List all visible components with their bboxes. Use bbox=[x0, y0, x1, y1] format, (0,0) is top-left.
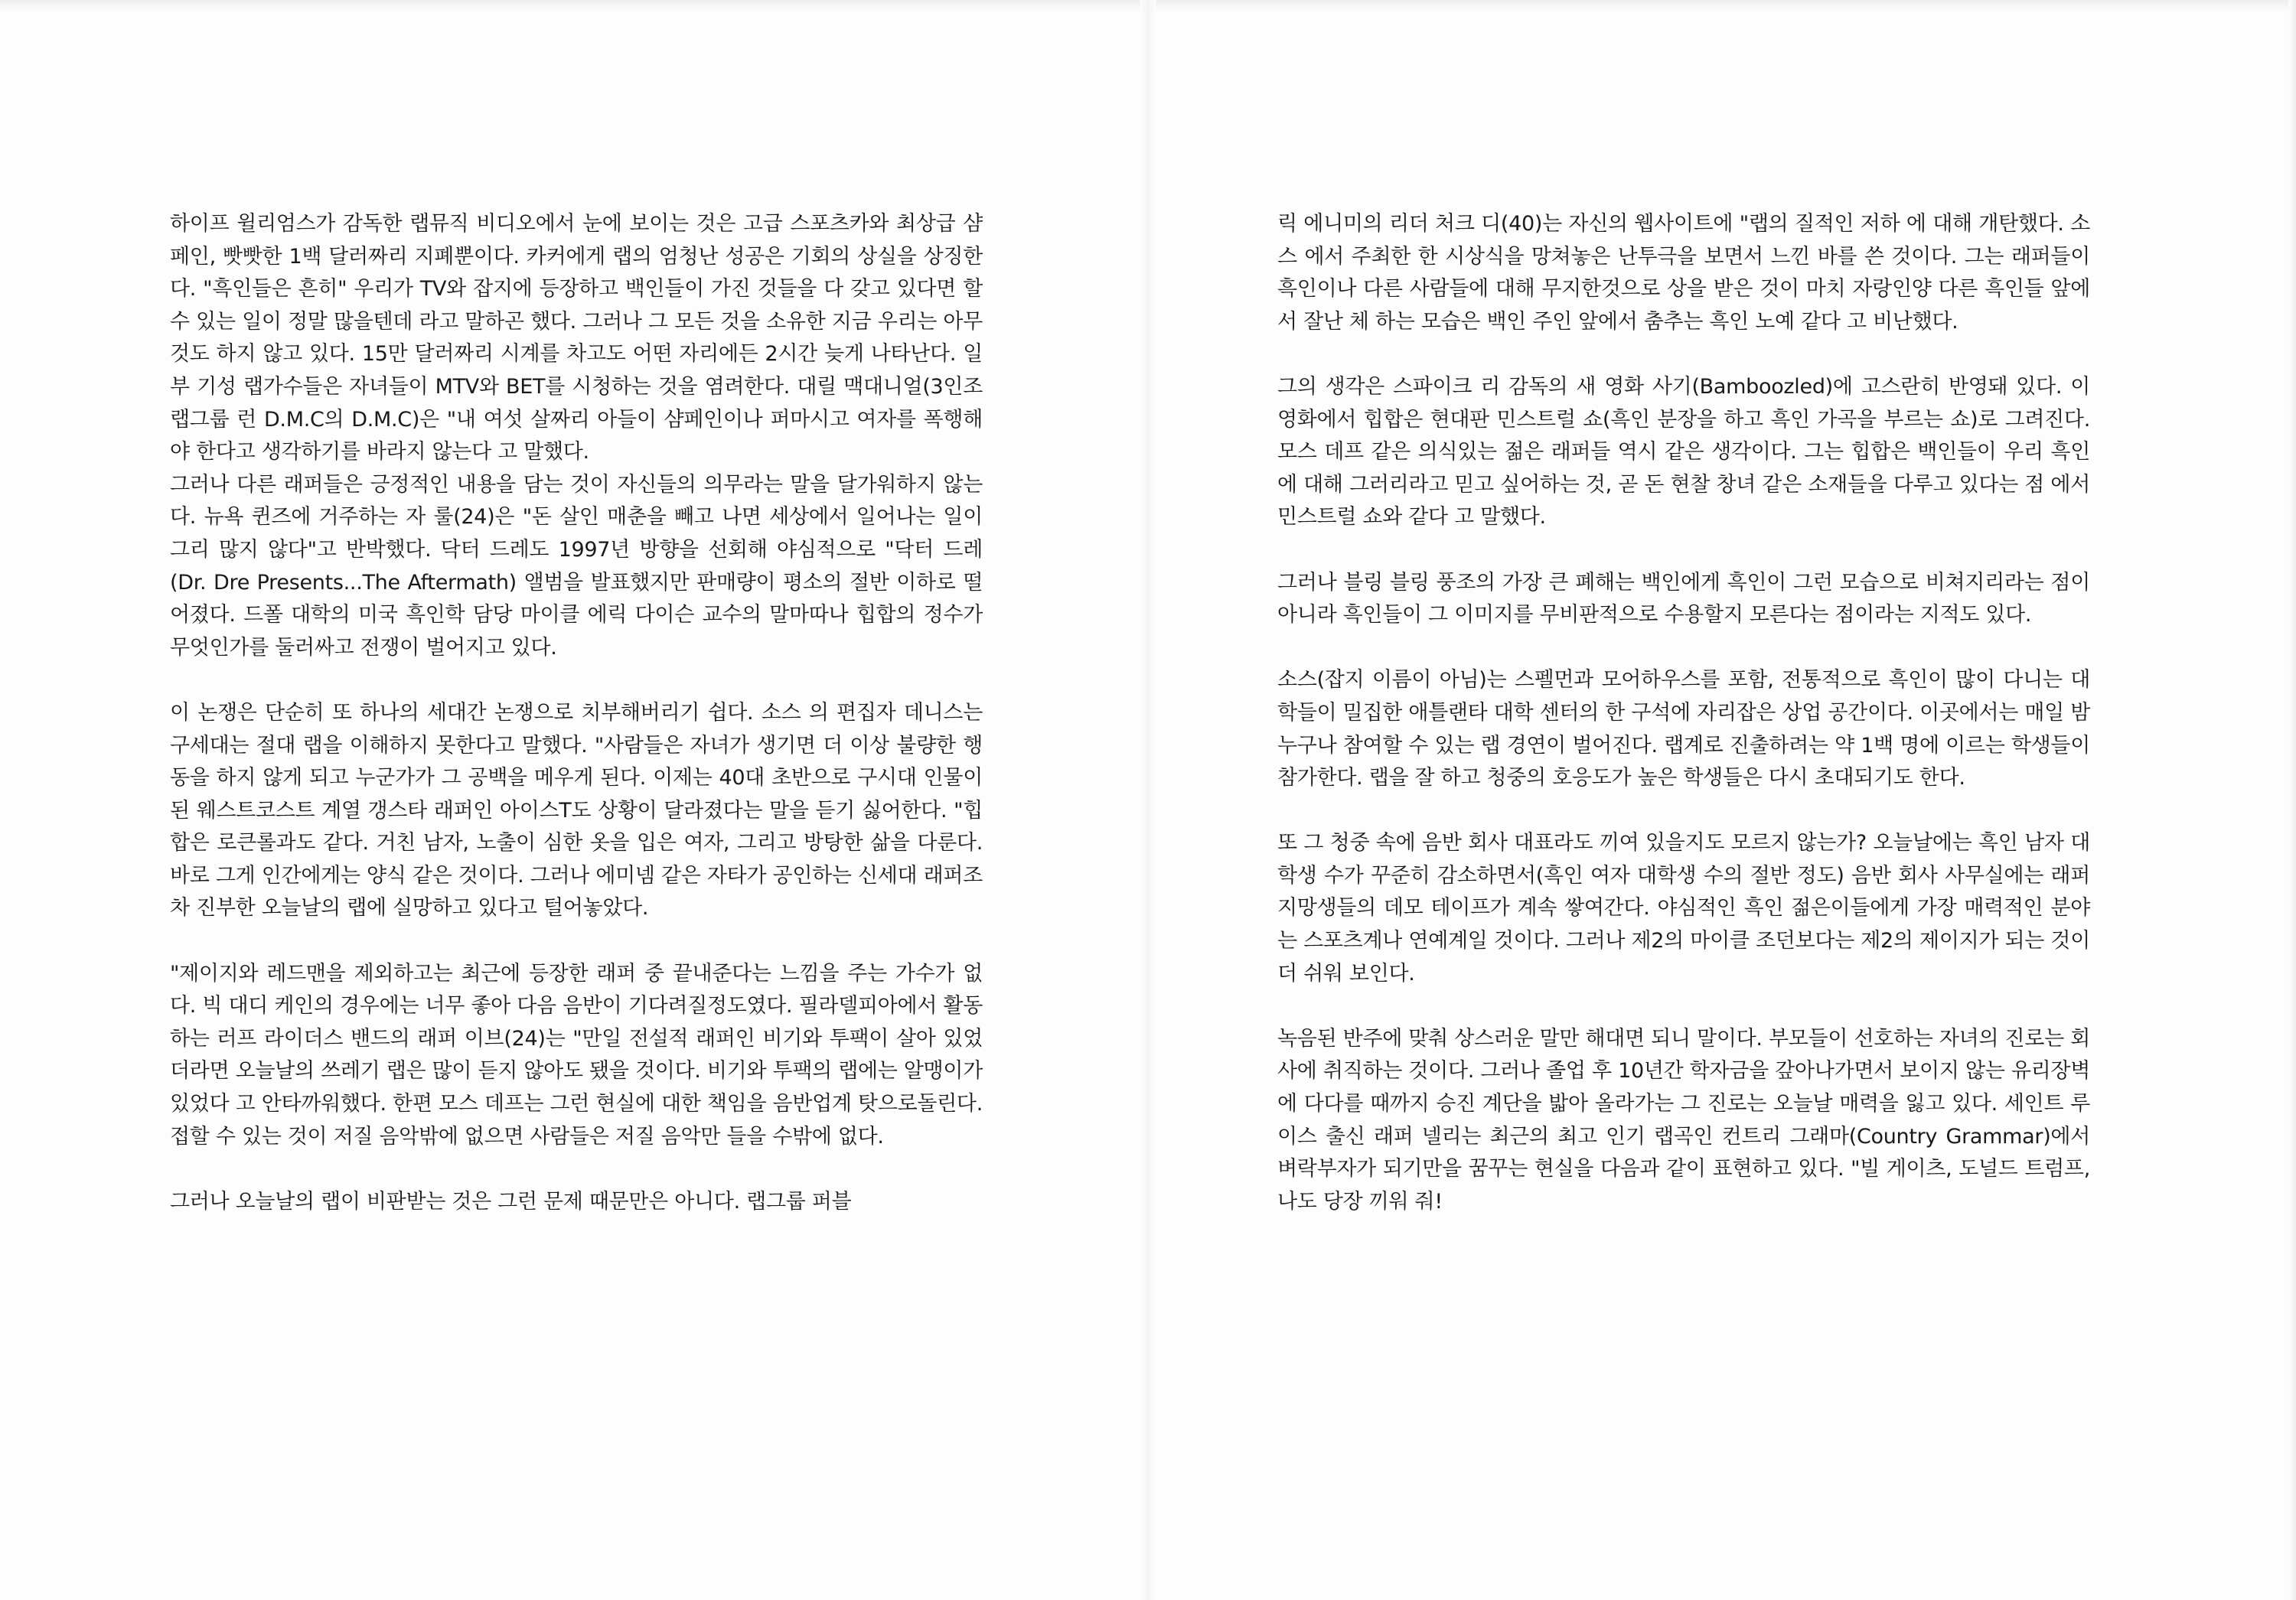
right-paragraph-4: 소스(잡지 이름이 아님)는 스펠먼과 모어하우스를 포함, 전통적으로 흑인이 많이 다니는 대학들이 밀집한 애틀랜타 대학 센터의 한 구석에 자리잡은 상업 공간이다. 이곳에서는 매일 밤 누구나 참여할 수 있는 랩 경연이 벌어진다. 랩계로 진출하려는 약 1백 명에 이르는 학생들이 참가한다. 랩을 잘 하고 청중의 호응도가 높은 학생들은 다시 초대되기도 한다. bbox=[1277, 668, 2090, 790]
left-paragraph-4: "제이지와 레드맨을 제외하고는 최근에 등장한 래퍼 중 끝내준다는 느낌을 주는 가수가 없다. 빅 대디 케인의 경우에는 너무 좋아 다음 음반이 기다려질정도였다. 필라델피아에서 활동하는 러프 라이더스 밴드의 래퍼 이브(24)는 "만일 전설적 래퍼인 비기와 투팩이 살아 있었더라면 오늘날의 쓰레기 랩은 많이 듣지 않아도 됐을 것이다. 비기와 투팩의 랩에는 알맹이가 있었다 고 안타까워했다. 한편 모스 데프는 그런 현실에 대한 책임을 음반업계 탓으로돌린다. 접할 수 있는 것이 저질 음악밖에 없으면 사람들은 저질 음악만 들을 수밖에 없다. bbox=[170, 961, 983, 1149]
page-gutter bbox=[1140, 0, 1156, 1600]
right-paragraph-6: 녹음된 반주에 맞춰 상스러운 말만 해대면 되니 말이다. 부모들이 선호하는 자녀의 진로는 회사에 취직하는 것이다. 그러나 졸업 후 10년간 학자금을 갚아나가면서 보이지 않는 유리장벽에 다다를 때까지 승진 계단을 밟아 올라가는 그 진로는 오늘날 매력을 잃고 있다. 세인트 루이스 출신 래퍼 넬리는 최근의 최고 인기 랩곡인 컨트리 그래마(Country Grammar)에서 벼락부자가 되기만을 꿈꾸는 현실을 다음과 같이 표현하고 있다. "빌 게이츠, 도널드 트럼프, 나도 당장 끼워 줘! bbox=[1277, 1026, 2090, 1214]
left-paragraph-2: 그러나 다른 래퍼들은 긍정적인 내용을 담는 것이 자신들의 의무라는 말을 달가워하지 않는다. 뉴욕 퀸즈에 거주하는 자 룰(24)은 "돈 살인 매춘을 빼고 나면 세상에서 일어나는 일이 그리 많지 않다"고 반박했다. 닥터 드레도 1997년 방향을 선회해 야심적으로 "닥터 드레 (Dr. Dre Presents...The Aftermath) 앨범을 발표했지만 판매량이 평소의 절반 이하로 떨어졌다. 드폴 대학의 미국 흑인학 담당 마이클 에릭 다이슨 교수의 말마따나 힙합의 정수가 무엇인가를 둘러싸고 전쟁이 벌어지고 있다. bbox=[170, 472, 983, 660]
left-paragraph-1: 하이프 윌리엄스가 감독한 랩뮤직 비디오에서 눈에 보이는 것은 고급 스포츠카와 최상급 샴페인, 빳빳한 1백 달러짜리 지폐뿐이다. 카커에게 랩의 엄청난 성공은 기회의 상실을 상징한다. "흑인들은 흔히" 우리가 TV와 잡지에 등장하고 백인들이 가진 것들을 다 갖고 있다면 할 수 있는 일이 정말 많을텐데 라고 말하곤 했다. 그러나 그 모든 것을 소유한 지금 우리는 아무 것도 하지 않고 있다. 15만 달러짜리 시계를 차고도 어떤 자리에든 2시간 늦게 나타난다. 일부 기성 랩가수들은 자녀들이 MTV와 BET를 시청하는 것을 염려한다. 대릴 맥대니얼(3인조 랩그룹 런 D.M.C의 D.M.C)은 "내 여섯 살짜리 아들이 샴페인이나 퍼마시고 여자를 폭행해야 한다고 생각하기를 바라지 않는다 고 말했다. bbox=[170, 212, 983, 464]
right-paragraph-2: 그의 생각은 스파이크 리 감독의 새 영화 사기(Bamboozled)에 고스란히 반영돼 있다. 이 영화에서 힙합은 현대판 민스트럴 쇼(흑인 분장을 하고 흑인 가곡을 부르는 쇼)로 그려진다. 모스 데프 같은 의식있는 젊은 래퍼들 역시 같은 생각이다. 그는 힙합은 백인들이 우리 흑인에 대해 그러리라고 믿고 싶어하는 것, 곧 돈 현찰 창녀 같은 소재들을 다루고 있다는 점 에서 민스트럴 쇼와 같다 고 말했다. bbox=[1277, 374, 2090, 530]
right-page-column bbox=[1277, 208, 2090, 1251]
right-paragraph-1: 릭 에니미의 리더 처크 디(40)는 자신의 웹사이트에 "랩의 질적인 저하 에 대해 개탄했다. 소스 에서 주최한 한 시상식을 망쳐놓은 난투극을 보면서 느낀 바를 쓴 것이다. 그는 래퍼들이 흑인이나 다른 사람들에 대해 무지한것으로 상을 받은 것이 마치 자랑인양 다른 흑인들 앞에서 잘난 체 하는 모습은 백인 주인 앞에서 춤추는 흑인 노예 같다 고 비난했다. bbox=[1277, 212, 2090, 334]
left-page-column bbox=[170, 208, 983, 1251]
scan-right-edge bbox=[2288, 0, 2296, 1600]
left-paragraph-5: 그러나 오늘날의 랩이 비판받는 것은 그런 문제 때문만은 아니다. 랩그룹 퍼블 bbox=[170, 1189, 852, 1214]
right-paragraph-3: 그러나 블링 블링 풍조의 가장 큰 폐해는 백인에게 흑인이 그런 모습으로 비쳐지리라는 점이 아니라 흑인들이 그 이미지를 무비판적으로 수용할지 모른다는 점이라는 지적도 있다. bbox=[1277, 570, 2090, 627]
right-paragraph-5: 또 그 청중 속에 음반 회사 대표라도 끼여 있을지도 모르지 않는가? 오늘날에는 흑인 남자 대학생 수가 꾸준히 감소하면서(흑인 여자 대학생 수의 절반 정도) 음반 회사 사무실에는 래퍼 지망생들의 데모 테이프가 계속 쌓여간다. 야심적인 흑인 젊은이들에게 가장 매력적인 분야는 스포츠계나 연예계일 것이다. 그러나 제2의 마이클 조던보다는 제2의 제이지가 되는 것이 더 쉬워 보인다. bbox=[1277, 831, 2090, 986]
left-paragraph-3: 이 논쟁은 단순히 또 하나의 세대간 논쟁으로 치부해버리기 쉽다. 소스 의 편집자 데니스는 구세대는 절대 랩을 이해하지 못한다고 말했다. "사람들은 자녀가 생기면 더 이상 불량한 행동을 하지 않게 되고 누군가가 그 공백을 메우게 된다. 이제는 40대 초반으로 구시대 인물이 된 웨스트코스트 계열 갱스타 래퍼인 아이스T도 상황이 달라졌다는 말을 듣기 싫어한다. "힙합은 로큰롤과도 같다. 거친 남자, 노출이 심한 옷을 입은 여자, 그리고 방탕한 삶을 다룬다. 바로 그게 인간에게는 양식 같은 것이다. 그러나 에미넴 같은 자타가 공인하는 신세대 래퍼조차 진부한 오늘날의 랩에 실망하고 있다고 털어놓았다. bbox=[170, 700, 983, 921]
